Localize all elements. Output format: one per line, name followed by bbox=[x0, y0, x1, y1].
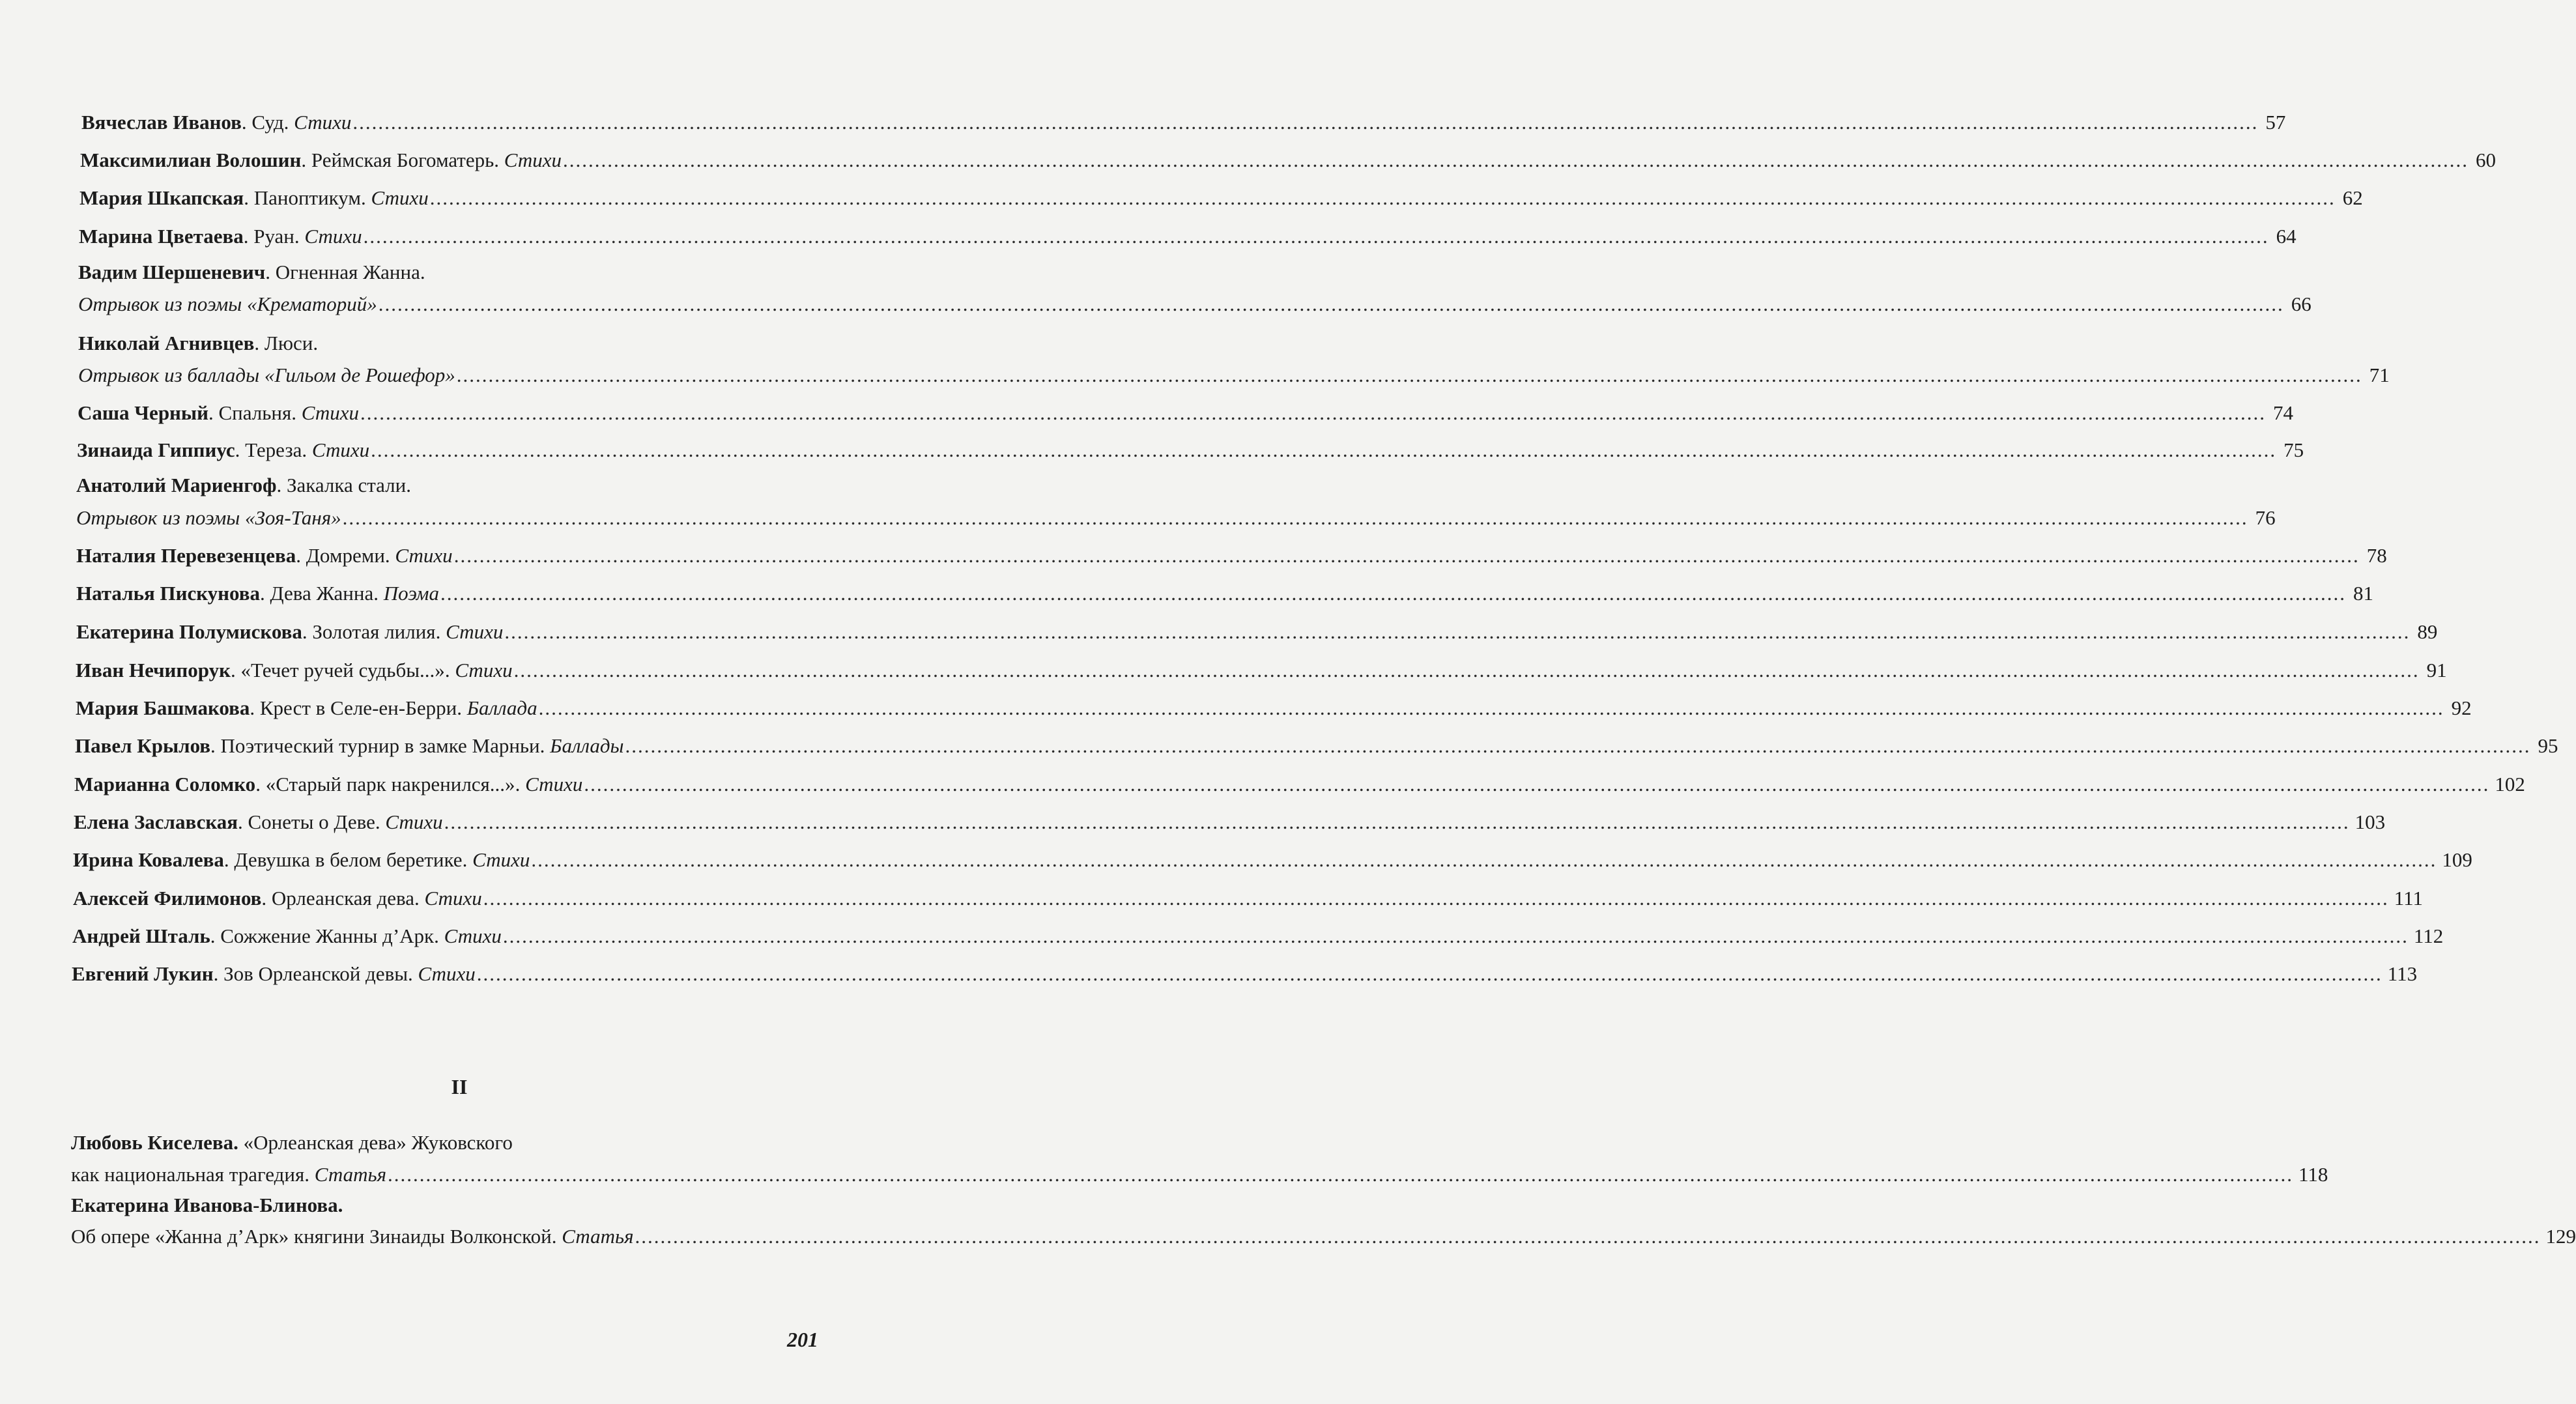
toc-line: Марианна Соломко . «Старый парк накренился...» . Стихи ............................................................................................................................................................................................................................................................................................................ 102 bbox=[74, 771, 825, 797]
entry-author: Зинаида Гиппиус bbox=[77, 438, 235, 461]
entry-title: «Старый парк накренился...» bbox=[265, 773, 515, 795]
toc-line: Евгений Лукин . Зов Орлеанской девы . Стихи ............................................................................................................................................................................................................................................................................................................ 113 bbox=[72, 961, 822, 987]
entry-page-number: 113 bbox=[2387, 962, 2418, 985]
leader-dots: ............................................................................................................................................................................................................................................................................................................ bbox=[342, 506, 2248, 529]
leader-dots: ............................................................................................................................................................................................................................................................................................................ bbox=[625, 734, 2531, 757]
entry-author: Мария Башмакова bbox=[76, 696, 250, 719]
toc-line bbox=[71, 1224, 2576, 1250]
toc-line: Вячеслав Иванов . Суд . Стихи ............................................................................................................................................................................................................................................................................................................ 57 bbox=[81, 109, 822, 136]
leader-dots: ............................................................................................................................................................................................................................................................................................................ bbox=[584, 773, 2490, 795]
entry-title: Руан bbox=[253, 225, 294, 248]
entry-subtitle: Отрывок из баллады «Гильом де Рошефор» bbox=[78, 364, 455, 386]
entry-title: Суд bbox=[251, 111, 284, 134]
leader-dots: ............................................................................................................................................................................................................................................................................................................ bbox=[388, 1163, 2294, 1186]
entry-genre: Стихи bbox=[472, 848, 530, 871]
toc-line bbox=[71, 1130, 821, 1156]
entry-genre: Стихи bbox=[395, 544, 453, 567]
entry-genre: Стихи bbox=[525, 773, 583, 795]
entry-author: Вадим Шершеневич bbox=[78, 261, 266, 283]
leader-dots: ............................................................................................................................................................................................................................................................................................................ bbox=[483, 887, 2389, 910]
entry-author: Наталия Перевезенцева bbox=[76, 544, 296, 567]
leader-dots: ............................................................................................................................................................................................................................................................................................................ bbox=[538, 696, 2444, 719]
entry-author: Павел Крылов bbox=[75, 734, 211, 757]
toc-line bbox=[78, 362, 2390, 388]
entry-page-number: 103 bbox=[2354, 810, 2386, 833]
toc-line bbox=[76, 505, 2276, 531]
entry-title: «Орлеанская дева» Жуковского bbox=[243, 1131, 513, 1154]
leader-dots: ............................................................................................................................................................................................................................................................................................................ bbox=[352, 111, 2259, 134]
entry-genre: Стихи bbox=[424, 887, 482, 910]
entry-page-number: 89 bbox=[2417, 620, 2438, 643]
entry-page-number: 111 bbox=[2394, 887, 2423, 910]
toc-line bbox=[71, 1192, 822, 1218]
page-number: 201 bbox=[787, 1328, 818, 1351]
toc-line bbox=[71, 1162, 2328, 1188]
toc-line bbox=[78, 291, 2311, 317]
entry-title: Зов Орлеанской девы bbox=[223, 962, 408, 985]
entry-author: Любовь Киселева. bbox=[71, 1131, 238, 1154]
leader-dots: ............................................................................................................................................................................................................................................................................................................ bbox=[444, 810, 2350, 833]
entry-subtitle: Об опере «Жанна д’Арк» княгини Зинаиды Волконской. bbox=[71, 1225, 557, 1248]
entry-author: Марина Цветаева bbox=[79, 225, 244, 248]
entry-author: Евгений Лукин bbox=[72, 962, 214, 985]
leader-dots: ............................................................................................................................................................................................................................................................................................................ bbox=[476, 962, 2383, 985]
entry-genre: Стихи bbox=[504, 149, 562, 171]
leader-dots: ............................................................................................................................................................................................................................................................................................................ bbox=[371, 438, 2277, 461]
entry-author: Анатолий Мариенгоф bbox=[76, 474, 277, 496]
entry-page-number: 74 bbox=[2273, 401, 2294, 424]
entry-author: Елена Заславская bbox=[74, 810, 238, 833]
entry-genre: Баллады bbox=[550, 734, 624, 757]
entry-author: Мария Шкапская bbox=[79, 186, 244, 209]
entry-author: Марианна Соломко bbox=[74, 773, 256, 795]
leader-dots: ............................................................................................................................................................................................................................................................................................................ bbox=[429, 186, 2336, 209]
entry-page-number: 109 bbox=[2442, 848, 2472, 871]
toc-line: Максимилиан Волошин . Реймская Богоматерь . Стихи ............................................................................................................................................................................................................................................................................................................ 60 bbox=[80, 147, 822, 173]
entry-genre: Статья bbox=[562, 1225, 634, 1248]
entry-page-number: 78 bbox=[2366, 544, 2387, 567]
toc-line: Марина Цветаева . Руан . Стихи ............................................................................................................................................................................................................................................................................................................ 64 bbox=[79, 223, 822, 250]
entry-genre: Стихи bbox=[385, 810, 443, 833]
leader-dots: ............................................................................................................................................................................................................................................................................................................ bbox=[453, 544, 2360, 567]
toc-line: Вадим Шершеневич . Огненная Жанна. bbox=[78, 259, 822, 285]
entry-genre: Стихи bbox=[311, 438, 370, 461]
entry-page-number: 71 bbox=[2369, 364, 2390, 386]
entry-genre: Стихи bbox=[418, 962, 476, 985]
leader-dots: ............................................................................................................................................................................................................................................................................................................ bbox=[502, 924, 2409, 947]
entry-title: Спальня bbox=[218, 401, 292, 424]
entry-author: Андрей Шталь bbox=[72, 924, 210, 947]
entry-genre: Стихи bbox=[371, 186, 429, 209]
entry-genre: Стихи bbox=[304, 225, 362, 248]
entry-genre: Стихи bbox=[446, 620, 504, 643]
entry-page-number: 57 bbox=[2265, 111, 2286, 134]
section-heading: II bbox=[451, 1075, 468, 1098]
entry-title: Сожжение Жанны д’Арк bbox=[220, 924, 435, 947]
toc-line: Мария Башмакова . Крест в Селе-ен-Берри . Баллада ............................................................................................................................................................................................................................................................................................................ 92 bbox=[76, 695, 817, 721]
entry-page-number: 92 bbox=[2451, 696, 2472, 719]
entry-title: Реймская Богоматерь bbox=[311, 149, 494, 171]
toc-line: Анатолий Мариенгоф . Закалка стали. bbox=[76, 472, 817, 498]
leader-dots: ............................................................................................................................................................................................................................................................................................................ bbox=[378, 293, 2284, 315]
entry-title: Сонеты о Деве bbox=[248, 810, 375, 833]
leader-dots: ............................................................................................................................................................................................................................................................................................................ bbox=[635, 1225, 2541, 1248]
entry-title: Золотая лилия bbox=[312, 620, 436, 643]
toc-line: Иван Нечипорук . «Течет ручей судьбы...» . Стихи ............................................................................................................................................................................................................................................................................................................ 91 bbox=[76, 657, 817, 683]
entry-page-number: 60 bbox=[2476, 149, 2497, 171]
toc-line: Елена Заславская . Сонеты о Деве . Стихи ............................................................................................................................................................................................................................................................................................................ 103 bbox=[74, 809, 825, 835]
entry-page-number: 66 bbox=[2291, 293, 2311, 315]
leader-dots: ............................................................................................................................................................................................................................................................................................................ bbox=[360, 401, 2267, 424]
entry-genre: Стихи bbox=[455, 659, 513, 681]
toc-line: Николай Агнивцев . Люси. bbox=[78, 330, 814, 356]
entry-page-number: 102 bbox=[2495, 773, 2525, 795]
entry-title: Орлеанская дева bbox=[271, 887, 414, 910]
entry-genre: Стихи bbox=[301, 401, 360, 424]
entry-title: Огненная Жанна. bbox=[275, 261, 425, 283]
leader-dots: ............................................................................................................................................................................................................................................................................................................ bbox=[513, 659, 2420, 681]
entry-page-number: 62 bbox=[2342, 186, 2363, 209]
entry-page-number: 76 bbox=[2255, 506, 2276, 529]
entry-title: «Течет ручей судьбы...» bbox=[240, 659, 445, 681]
entry-subtitle: как национальная трагедия. bbox=[71, 1163, 309, 1186]
toc-line: Екатерина Полумискова . Золотая лилия . Стихи ............................................................................................................................................................................................................................................................................................................ 89 bbox=[76, 619, 818, 645]
toc-line: Павел Крылов . Поэтический турнир в замке Марньи . Баллады ............................................................................................................................................................................................................................................................................................................ 95 bbox=[75, 733, 814, 759]
toc-line: Алексей Филимонов . Орлеанская дева . Стихи ............................................................................................................................................................................................................................................................................................................ 111 bbox=[73, 885, 818, 911]
entry-title: Паноптикум bbox=[253, 186, 361, 209]
entry-page-number: 75 bbox=[2283, 438, 2304, 461]
toc-line: Зинаида Гиппиус . Тереза . Стихи ............................................................................................................................................................................................................................................................................................................ 75 bbox=[77, 437, 817, 463]
leader-dots: ............................................................................................................................................................................................................................................................................................................ bbox=[363, 225, 2269, 248]
entry-author: Алексей Филимонов bbox=[73, 887, 262, 910]
entry-page-number: 112 bbox=[2413, 924, 2444, 947]
entry-genre: Стихи bbox=[294, 111, 352, 134]
entry-author: Саша Черный bbox=[78, 401, 208, 424]
entry-page-number: 64 bbox=[2276, 225, 2297, 248]
toc-line: Мария Шкапская . Паноптикум . Стихи ............................................................................................................................................................................................................................................................................................................ 62 bbox=[79, 185, 822, 211]
entry-author: Вячеслав Иванов bbox=[81, 111, 242, 134]
entry-author: Наталья Пискунова bbox=[76, 582, 260, 605]
entry-title: Тереза bbox=[245, 438, 302, 461]
entry-subtitle: Отрывок из поэмы «Крематорий» bbox=[78, 293, 377, 315]
entry-subtitle: Отрывок из поэмы «Зоя-Таня» bbox=[76, 506, 341, 529]
entry-page-number: 118 bbox=[2298, 1163, 2328, 1186]
entry-author: Иван Нечипорук bbox=[76, 659, 231, 681]
entry-page-number: 81 bbox=[2353, 582, 2373, 605]
entry-author: Николай Агнивцев bbox=[78, 332, 255, 354]
toc-line: Наталья Пискунова . Дева Жанна . Поэма ............................................................................................................................................................................................................................................................................................................ 81 bbox=[76, 580, 816, 607]
toc-line: Наталия Перевезенцева . Домреми . Стихи ............................................................................................................................................................................................................................................................................................................ 78 bbox=[76, 543, 818, 569]
leader-dots: ............................................................................................................................................................................................................................................................................................................ bbox=[440, 582, 2346, 605]
entry-genre: Поэма bbox=[383, 582, 439, 605]
entry-genre: Статья bbox=[314, 1163, 387, 1186]
entry-author: Максимилиан Волошин bbox=[80, 149, 302, 171]
entry-author: Ирина Ковалева bbox=[73, 848, 224, 871]
toc-line: Саша Черный . Спальня . Стихи ............................................................................................................................................................................................................................................................................................................ 74 bbox=[78, 400, 816, 426]
leader-dots: ............................................................................................................................................................................................................................................................................................................ bbox=[504, 620, 2411, 643]
entry-page-number: 95 bbox=[2538, 734, 2558, 757]
toc-line: Ирина Ковалева . Девушка в белом беретике . Стихи ............................................................................................................................................................................................................................................................................................................ 109 bbox=[73, 847, 825, 873]
entry-page-number: 91 bbox=[2426, 659, 2447, 681]
entry-title: Домреми bbox=[306, 544, 385, 567]
leader-dots: ............................................................................................................................................................................................................................................................................................................ bbox=[456, 364, 2362, 386]
entry-genre: Баллада bbox=[466, 696, 537, 719]
entry-title: Закалка стали. bbox=[286, 474, 411, 496]
entry-title: Поэтический турнир в замке Марньи bbox=[220, 734, 540, 757]
entry-title: Люси. bbox=[264, 332, 319, 354]
entry-page-number: 129 bbox=[2545, 1225, 2576, 1248]
toc-line: Андрей Шталь . Сожжение Жанны д’Арк . Стихи ............................................................................................................................................................................................................................................................................................................ 112 bbox=[72, 923, 822, 949]
entry-title: Крест в Селе-ен-Берри bbox=[259, 696, 457, 719]
entry-author: Екатерина Полумискова bbox=[76, 620, 302, 643]
entry-author: Екатерина Иванова-Блинова. bbox=[71, 1194, 343, 1216]
leader-dots: ............................................................................................................................................................................................................................................................................................................ bbox=[531, 848, 2437, 871]
entry-genre: Стихи bbox=[444, 924, 502, 947]
leader-dots: ............................................................................................................................................................................................................................................................................................................ bbox=[563, 149, 2469, 171]
entry-title: Девушка в белом беретике bbox=[234, 848, 463, 871]
entry-title: Дева Жанна bbox=[270, 582, 374, 605]
